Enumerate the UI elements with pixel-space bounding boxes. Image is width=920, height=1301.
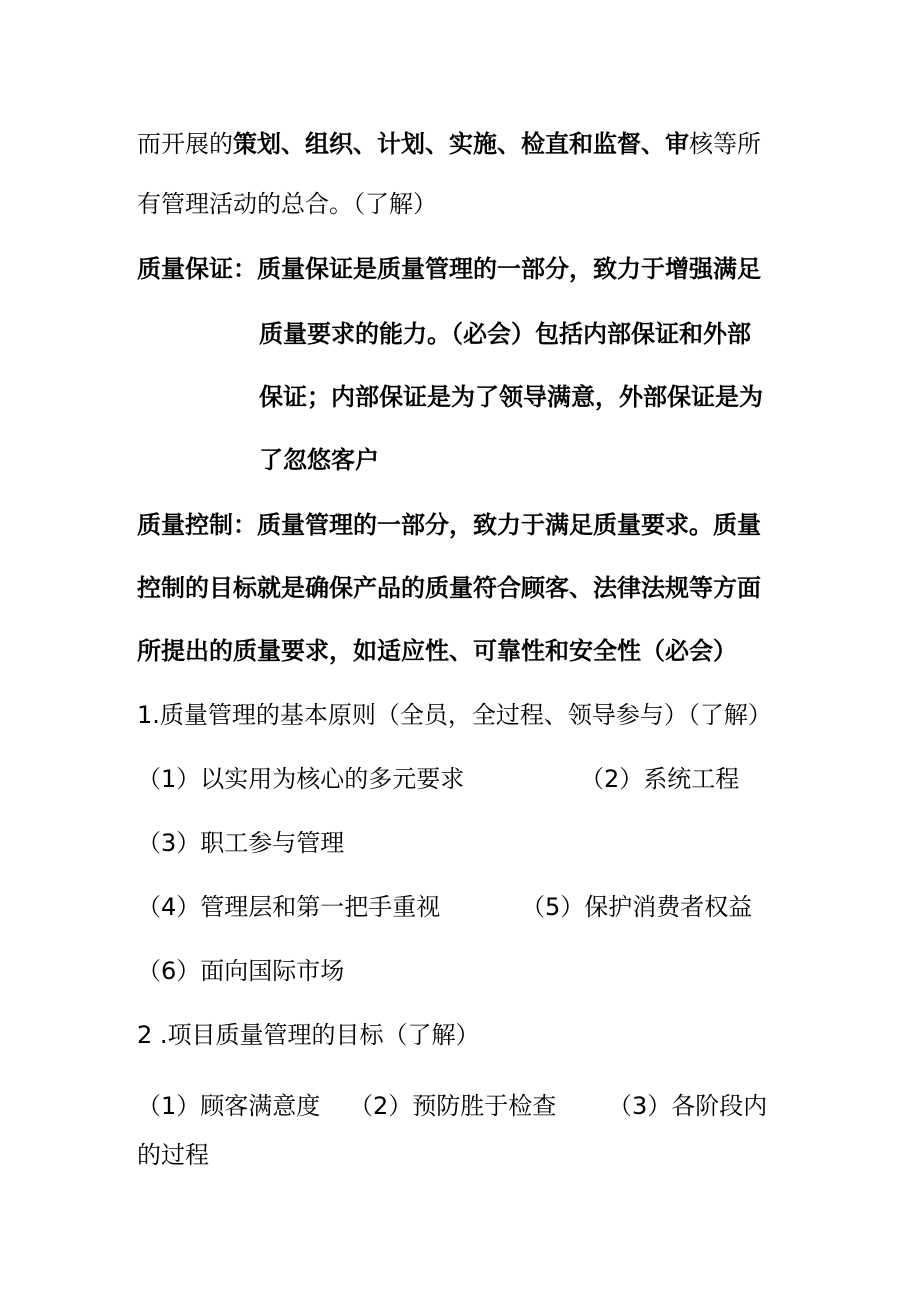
list-item: （2）系统工程 — [580, 765, 740, 793]
qa-definition-line: 保证；内部保证是为了领导满意，外部保证是为 — [259, 383, 763, 411]
qc-definition-line: 所提出的质量要求，如适应性、可靠性和安全性（必会） — [137, 637, 737, 665]
qa-definition-line: 了忽悠客户 — [259, 446, 379, 474]
text-run: 核等所 — [689, 130, 761, 158]
paragraph-line — [137, 128, 761, 160]
paragraph-line: 的过程 — [137, 1141, 209, 1169]
list-item: （4）管理层和第一把手重视 — [137, 893, 441, 921]
list-item: （3）职工参与管理 — [137, 829, 345, 857]
section-heading: 2 .项目质量管理的目标（了解） — [137, 1021, 480, 1049]
list-item: （6）面向国际市场 — [137, 957, 345, 985]
list-item: （3）各阶段内 — [608, 1092, 768, 1120]
section-heading: 1.质量管理的基本原则（全员，全过程、领导参与）（了解） — [137, 701, 772, 729]
text-run-bold: 策划、组织、计划、实施、检直和监督、审 — [233, 130, 689, 158]
list-item: （1）以实用为核心的多元要求 — [137, 765, 465, 793]
paragraph-line: 有管理活动的总合。（了解） — [137, 190, 437, 218]
qa-definition-line: 质量保证：质量保证是质量管理的一部分，致力于增强满足 — [137, 255, 761, 283]
text-run: 而开展的 — [137, 130, 233, 158]
qc-definition-line: 质量控制：质量管理的一部分，致力于满足质量要求。质量 — [137, 511, 761, 539]
list-item: （5）保护消费者权益 — [521, 893, 753, 921]
qc-definition-line: 控制的目标就是确保产品的质量符合顾客、法律法规等方面 — [137, 574, 761, 602]
list-item: （2）预防胜于检查 — [349, 1092, 557, 1120]
qa-definition-line: 质量要求的能力。（必会）包括内部保证和外部 — [259, 320, 751, 348]
list-item: （1）顾客满意度 — [137, 1092, 321, 1120]
